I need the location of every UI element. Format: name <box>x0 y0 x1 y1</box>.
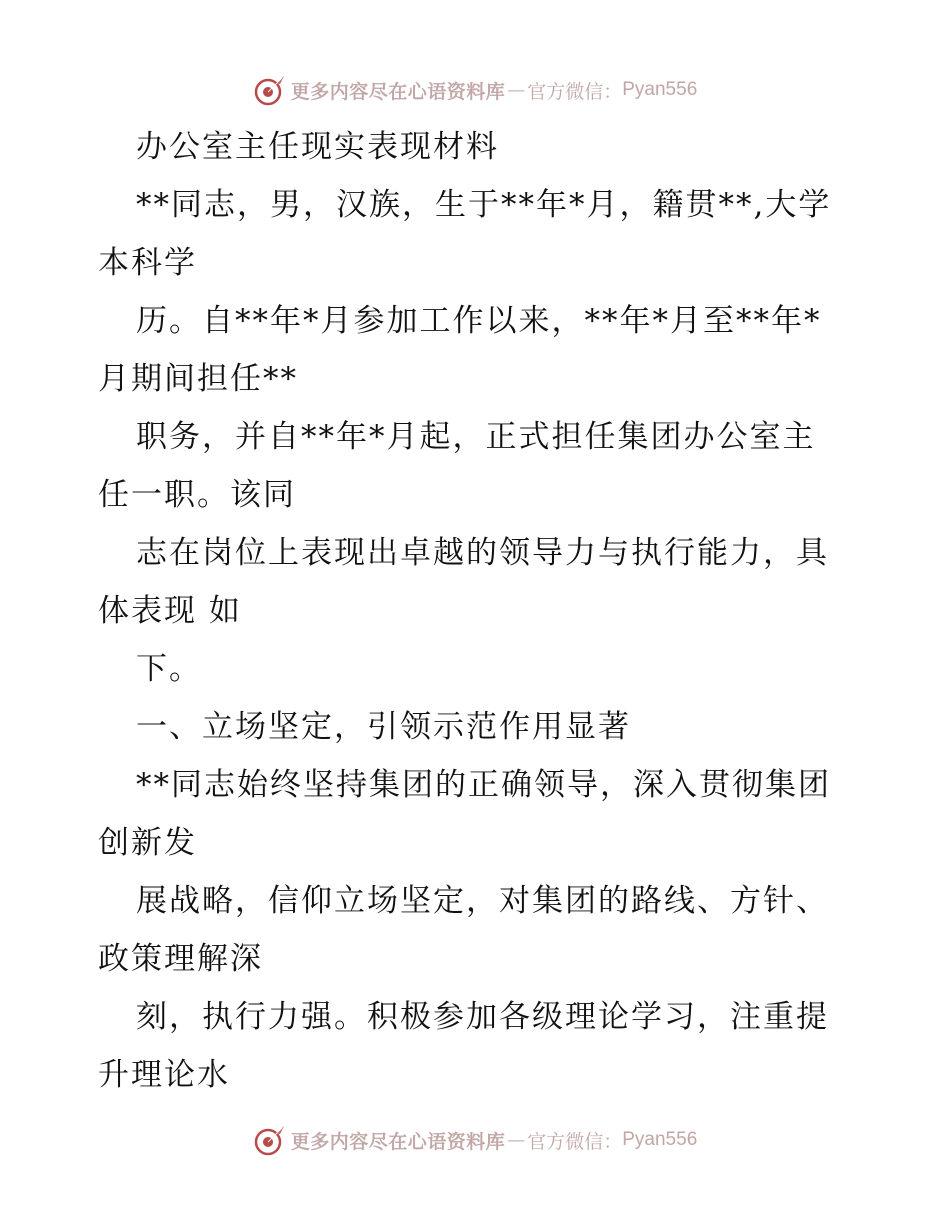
text-line: 本科学 <box>98 245 197 281</box>
banner-wechat-id: Pyan556 <box>622 1129 698 1150</box>
section-heading: 一、立场坚定，引领示范作用显著 <box>136 709 631 745</box>
banner-site-text: 更多内容尽在心语资料库 <box>290 1130 506 1153</box>
text-line: 升理论水 <box>98 1057 230 1093</box>
text-line: 刻，执行力强。积极参加各级理论学习，注重提 <box>136 999 829 1035</box>
header-banner <box>0 70 950 110</box>
text-line: 政策理解深 <box>98 941 263 977</box>
document-title: 办公室主任现实表现材料 <box>136 129 499 165</box>
text-line: **同志始终坚持集团的正确领导，深入贯彻集团 <box>136 767 831 803</box>
banner-wechat-label: 官方微信： <box>527 80 623 103</box>
text-line: 展战略，信仰立场坚定，对集团的路线、方针、 <box>136 883 829 919</box>
banner-dash: — <box>507 79 526 101</box>
text-line: 历。自**年*月参加工作以来，**年*月至**年* <box>136 303 822 339</box>
text-line: 体表现 如 <box>98 593 242 629</box>
banner-site-text: 更多内容尽在心语资料库 <box>290 80 506 103</box>
text-line: 创新发 <box>98 825 197 861</box>
banner-wechat-label: 官方微信： <box>527 1130 623 1153</box>
quill-logo-icon <box>253 1123 287 1157</box>
quill-logo-icon <box>253 73 287 107</box>
text-line: 月期间担任** <box>98 361 298 397</box>
banner-wechat-id: Pyan556 <box>622 79 698 100</box>
text-line: 志在岗位上表现出卓越的领导力与执行能力，具 <box>136 535 829 571</box>
text-line: **同志，男，汉族，生于**年*月，籍贯**,大学 <box>136 187 832 223</box>
text-line: 任一职。该同 <box>98 477 296 513</box>
text-line: 职务，并自**年*月起，正式担任集团办公室主 <box>136 419 816 455</box>
footer-banner <box>0 1120 950 1160</box>
document-body <box>98 118 858 1104</box>
banner-dash: — <box>507 1129 526 1151</box>
text-line: 下。 <box>136 651 202 687</box>
